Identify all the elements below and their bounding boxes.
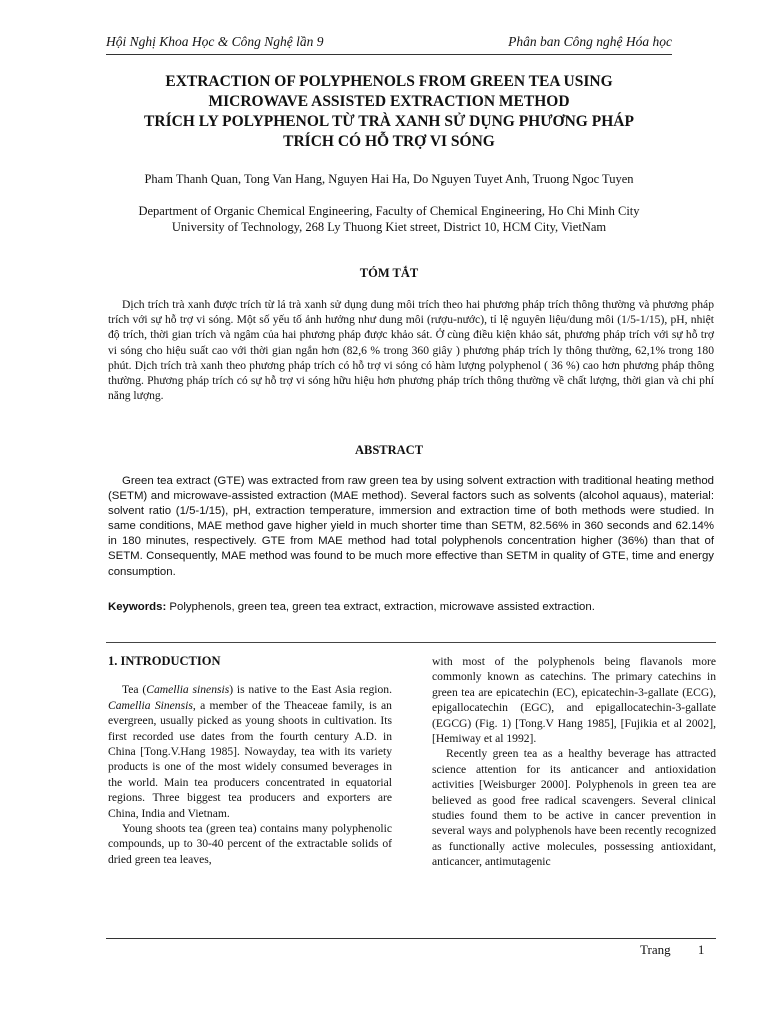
intro-p1-part-b: ) is native to the East Asia region. bbox=[229, 683, 393, 697]
title-vi-line1: TRÍCH LY POLYPHENOL TỪ TRÀ XANH SỬ DỤNG PHƯƠNG PHÁP bbox=[144, 113, 634, 130]
page-footer bbox=[640, 942, 704, 958]
section-divider bbox=[106, 642, 716, 643]
footer-divider bbox=[106, 938, 716, 939]
intro-p1-part-a: Tea ( bbox=[122, 683, 147, 697]
keywords-text: Polyphenols, green tea, green tea extract, extraction, microwave assisted extraction. bbox=[166, 601, 595, 613]
species-name-2: Camellia Sinensis bbox=[108, 698, 193, 712]
intro-p1-part-c: , a member of the Theaceae family, is an evergreen, usually picked as young shoots in cultivation. Its first recorded use dates from the fourth century A.D. in China [Tong.V.Hang 1985]. Nowayday, tea with its variety products is one of the most widely consumed beverages in the world. Main tea producers concentrated in equatorial regions. Three biggest tea producers and exporters are China, India and Vietnam. bbox=[108, 698, 392, 820]
intro-paragraph-1 bbox=[108, 682, 392, 821]
keywords-label: Keywords: bbox=[108, 601, 167, 613]
tomtat-heading: TÓM TẮT bbox=[359, 266, 419, 280]
affiliation-line1: Department of Organic Chemical Engineering, Faculty of Chemical Engineering, Ho Chi Minh City bbox=[138, 204, 640, 218]
affiliation bbox=[100, 203, 678, 235]
intro-paragraph-2: Young shoots tea (green tea) contains many polyphenolic compounds, up to 30-40 percent of the extractable solids of dried green tea leaves, bbox=[108, 822, 392, 866]
tomtat-text: Dịch trích trà xanh được trích từ lá trà xanh sử dụng dung môi trích theo hai phương pháp trích thông thường và phương pháp trích với sự hỗ trợ vi sóng. Một số yếu tố ảnh hưởng như dung môi (rượu-nước), tỉ lệ nguyên liệu/dung môi (1/5-1/15), pH, nhiệt độ trích, thời gian trích và ngâm của hai phương pháp được khảo sát. Ở cùng điều kiện khảo sát, phương pháp trích với sự hỗ trợ vi sóng cho hiệu suất cao với thời gian ngắn hơn (82,6 % trong 360 giây ) phương pháp trích ly thông thường, 62,1% trong 180 phút. Dịch trích trà xanh theo phương pháp trích có hỗ trợ vi sóng có hàm lượng polyphenol ( 36 %) cao hơn phương pháp thông thường. Phương pháp trích có sự hỗ trợ vi sóng hữu hiệu hơn phương pháp trích thông thường về chất lượng, thời gian và chi phí năng lượng. bbox=[108, 298, 714, 403]
intro-heading: 1. INTRODUCTION bbox=[108, 654, 221, 668]
paper-title bbox=[100, 72, 678, 152]
abstract-heading: ABSTRACT bbox=[354, 443, 424, 457]
footer-label: Trang bbox=[640, 942, 671, 957]
intro-paragraph-3: Recently green tea as a healthy beverage has attracted science attention for its anticancer and antioxidation activities [Weisburger 2000]. Polyphenols in green tea are believed as good free radical scavengers. Several clinical studies found them to be active in cancer prevention in several ways and polyphenols have been recently recognized as functionally active molecules, possessing antioxidant, anticancer, antimutagenic bbox=[432, 747, 716, 869]
species-name: Camellia sinensis bbox=[146, 683, 230, 697]
header-conference: Hội Nghị Khoa Học & Công Nghệ lần 9 bbox=[106, 34, 324, 49]
title-vi-line2: TRÍCH CÓ HỖ TRỢ VI SÓNG bbox=[283, 133, 495, 150]
intro-paragraph-2-cont: with most of the polyphenols being flavanols more commonly known as catechins. The primary catechins in green tea are epicatechin (EC), epicatechin-3-gallate (ECG), epigallocatechin (EGC), and epigallocatechin-3-gallate (EGCG) (Fig. 1) [Tong.V Hang 1985], [Fujikia et al 2002], [Hemiway et al 1992]. bbox=[432, 655, 716, 746]
keywords bbox=[108, 601, 714, 613]
title-en-line1: EXTRACTION OF POLYPHENOLS FROM GREEN TEA USING bbox=[165, 73, 613, 90]
intro-left-column bbox=[108, 654, 392, 867]
affiliation-line2: University of Technology, 268 Ly Thuong Kiet street, District 10, HCM City, VietNam bbox=[171, 220, 607, 234]
page-number: 1 bbox=[697, 942, 705, 957]
abstract-text: Green tea extract (GTE) was extracted from raw green tea by using solvent extraction with traditional heating method (SETM) and microwave-assisted extraction (MAE method). Several factors such as solvents (alcohol aquaus), material: solvent ratio (1/5-1/15), pH, extraction temperature, immersion and extraction time of both methods were studied. In same conditions, MAE method gave higher yield in much shorter time than SETM, 82.56% in 360 seconds and 62.14% in 180 minutes, respectively. GTE from MAE method had total polyphenols concentration higher (36%) than that of SETM. Consequently, MAE method was found to be much more effective than SETM in quality of GTE, time and energy consumption. bbox=[108, 475, 714, 578]
running-header bbox=[106, 34, 672, 55]
author-list: Pham Thanh Quan, Tong Van Hang, Nguyen Hai Ha, Do Nguyen Tuyet Anh, Truong Ngoc Tuyen bbox=[144, 172, 634, 186]
intro-right-column bbox=[432, 654, 716, 870]
header-section: Phân ban Công nghệ Hóa học bbox=[508, 34, 672, 49]
title-en-line2: MICROWAVE ASSISTED EXTRACTION METHOD bbox=[208, 93, 570, 110]
